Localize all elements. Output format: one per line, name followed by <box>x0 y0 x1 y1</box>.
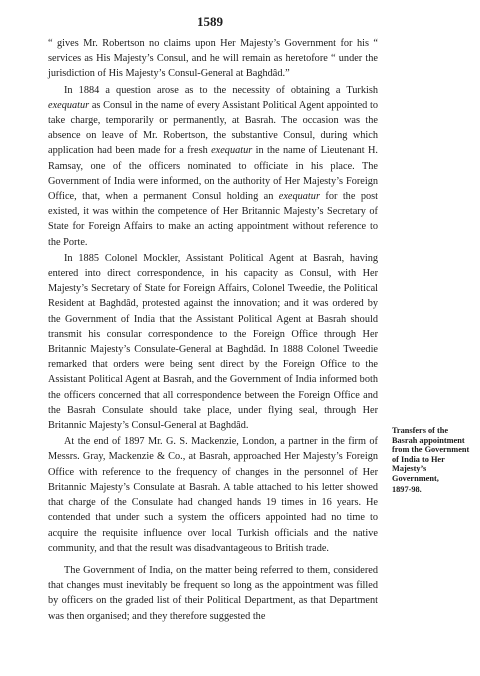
margin-note-heading: Transfers of the Basrah appointment from the Government of India to Her Majesty’s Government, <box>392 426 470 483</box>
italic-term: exequatur <box>211 145 253 157</box>
paragraph-text: for the post existed, it was within the competence of Her Britannic Majesty’s Secretary of State for Foreign Affairs to make an acting appointment without reference to the Porte. <box>48 191 378 248</box>
quoted-passage: “ gives Mr. Robertson no claims upon Her Majesty’s Government for his “ services as His Majesty’s Consul, and he will remain as heretofore “ under the jurisdiction of His Majesty’s Consul-General at Baghdâd.” <box>48 38 378 80</box>
paragraph-1884-exequatur <box>48 83 378 250</box>
paragraph-text: as Consul in the name of every Assistant Political Agent appointed to take charge, temporarily or permanently, at Basrah. The occasion was the absence on leave of Mr. Robertson, the substantive Consul, during which application had been made for a fresh <box>48 99 378 157</box>
italic-term: exequatur <box>48 99 90 111</box>
margin-note-years: 1897-98. <box>392 484 422 494</box>
italic-term: exequatur <box>278 191 320 203</box>
paragraph-text: in the name of Lieutenant H. Ramsay, one of the officers nominated to officiate in his place. The Government of India were informed, on the authority of Her Majesty’s Foreign Office, that, when a permanent Consul holding an <box>48 145 378 203</box>
paragraph-1897-mackenzie: At the end of 1897 Mr. G. S. Mackenzie, London, a partner in the firm of Messrs. Gray, Mackenzie & Co., at Basrah, approached Her Majesty’s Foreign Office with reference to the frequency of changes in the personnel of Her Britannic Majesty’s Consulate at Basrah. A table attached to his letter showed that charge of the Consulate had changed hands 19 times in 16 years. He contended that under such a system the officers appointed had no time to acquire the requisite influence over local Turkish officials and the native community, and that the result was disadvantageous to British trade. <box>48 436 378 554</box>
margin-note <box>392 426 474 494</box>
paragraph-text: In 1884 a question arose as to the necessity of obtaining a Turkish <box>64 84 378 96</box>
main-text-column <box>48 36 378 624</box>
paragraph-government-of-india: The Government of India, on the matter being referred to them, considered that changes must inevitably be frequent so long as the appointment was filled by officers on the graded list of their Political Department, as that Department was then organised; and they therefore suggested the <box>48 564 378 622</box>
page-number: 1589 <box>197 14 223 29</box>
paragraph-1885-correspondence: In 1885 Colonel Mockler, Assistant Political Agent at Basrah, having entered into direct correspondence, in his capacity as Consul, with Her Majesty’s Secretary of State for Foreign Affairs, Colonel Tweedie, the Political Resident at Baghdâd, protested against the innovation; and it was ordered by the Government of India that the Assistant Political Agent at Basrah should transmit his consular correspondence to the Foreign Office through Her Britannic Majesty’s Consulate-General at Baghdâd. In 1888 Colonel Tweedie remarked that orders were being sent direct by the Foreign Office to the Assistant Political Agent at Basrah, and the Government of India informed both the officers concerned that all correspondence between the Foreign Office and the Basrah Consulate should take place, under flying seal, through Her Britannic Majesty’s Consul-General at Baghdâd. <box>48 252 378 432</box>
